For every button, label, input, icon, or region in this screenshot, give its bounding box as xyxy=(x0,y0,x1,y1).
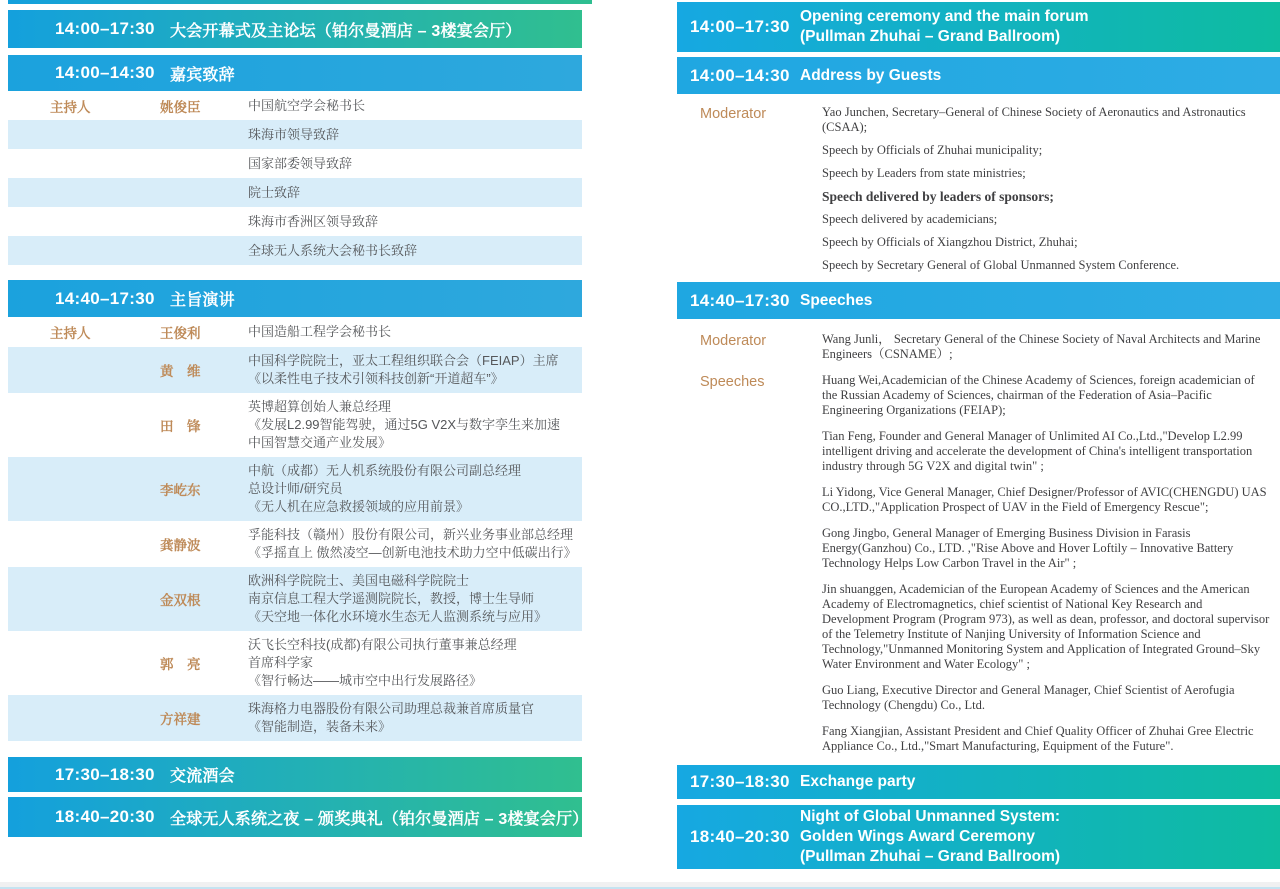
description-line: 《发展L2.99智能驾驶，通过5G V2X与数字孪生来加速 xyxy=(248,417,561,432)
description-cell xyxy=(248,572,582,626)
session-title-line: Opening ceremony and the main forum xyxy=(800,8,1089,25)
session-title: 大会开幕式及主论坛（铂尔曼酒店 – 3楼宴会厅） xyxy=(170,22,522,40)
subsession-time: 14:00–14:30 xyxy=(690,65,790,85)
session-bar-opening-cn xyxy=(8,10,582,48)
subsession-bar-speeches-cn xyxy=(8,280,582,317)
description-cell xyxy=(248,124,582,145)
session-bar-opening-en xyxy=(677,2,1280,52)
session-time: 14:00–17:30 xyxy=(55,19,155,38)
agenda-column-english xyxy=(677,0,1280,869)
session-title-line: Golden Wings Award Ceremony xyxy=(800,828,1035,845)
description-cell xyxy=(248,95,582,116)
session-title: 交流酒会 xyxy=(170,768,235,785)
speaker-name-cell: 黄 维 xyxy=(160,364,201,379)
subsession-bar-speeches-en xyxy=(677,282,1280,319)
description-line: 《智能制造，装备未来》 xyxy=(248,719,392,734)
agenda-paragraphs-speeches-en xyxy=(677,332,1280,754)
agenda-row xyxy=(8,631,582,695)
subsession-time: 14:40–17:30 xyxy=(690,290,790,310)
empty-label xyxy=(677,485,822,515)
agenda-row xyxy=(8,567,582,631)
description-cell xyxy=(248,636,582,690)
session-title-line: Night of Global Unmanned System: xyxy=(800,808,1061,825)
subsession-title: Address by Guests xyxy=(800,66,942,84)
agenda-paragraph-row xyxy=(677,485,1280,515)
agenda-paragraph-row xyxy=(677,526,1280,571)
agenda-paragraph-row xyxy=(677,212,1280,227)
description-line: 珠海市香洲区领导致辞 xyxy=(248,214,379,229)
agenda-row xyxy=(8,91,582,120)
description-line: 《智行畅达——城市空中出行发展路径》 xyxy=(248,673,483,688)
paragraph-text: Gong Jingbo, General Manager of Emerging Business Division in Farasis Energy(Ganzhou) Co., LTD. ,"Rise Above and Hover Loftily – Innovative Battery Technology Helps Low Carbon Travel in the Air" ; xyxy=(822,526,1234,570)
session-bar-award-night-cn xyxy=(8,797,589,837)
subsession-title: Speeches xyxy=(800,291,873,309)
description-line: 欧洲科学院院士、美国电磁科学院院士 xyxy=(248,573,470,588)
agenda-row xyxy=(8,120,582,149)
agenda-paragraph-row xyxy=(677,724,1280,754)
session-bar-exchange-party-en xyxy=(677,765,1280,799)
session-bar-exchange-party-cn xyxy=(8,757,582,792)
description-line: 中航（成都）无人机系统股份有限公司副总经理 xyxy=(248,463,522,478)
speaker-name-cell: 金双根 xyxy=(160,593,201,608)
agenda-paragraph-row xyxy=(677,235,1280,250)
agenda-row xyxy=(8,521,582,567)
paragraph-text: Jin shuanggen, Academician of the European Academy of Sciences and the American Academy of Electromagnetics, chief scientist of National Key Research and Development Program (Program 973), as well as dean, professor, and doctoral supervisor of the Telemetry Institute of Nanjing University of Information Science and Technology,"Unmanned Monitoring System and Application of Integrated Ground–Sky Water Environment and Water Ecology" ; xyxy=(822,582,1270,671)
subsession-time: 14:40–17:30 xyxy=(55,288,155,308)
subsession-title: 嘉宾致辞 xyxy=(170,66,235,84)
paragraph-text: Guo Liang, Executive Director and General Manager, Chief Scientist of Aerofugia Technology (Chengdu) Co., Ltd. xyxy=(822,683,1235,712)
session-time: 18:40–20:30 xyxy=(55,807,155,826)
session-title-line: (Pullman Zhuhai – Grand Ballroom) xyxy=(800,848,1061,865)
moderator-role-cell: 主持人 xyxy=(50,99,91,115)
moderator-label: Moderator xyxy=(700,333,767,349)
description-line: 《孚摇直上 傲然凌空—创新电池技术助力空中低碳出行》 xyxy=(248,545,577,560)
paragraph-text: Huang Wei,Academician of the Chinese Academy of Sciences, foreign academician of the Russian Academy of Sciences, chairman of the Federation of Asia–Pacific Engineering Organizations (FEIAP); xyxy=(822,373,1255,417)
paragraph-text: Tian Feng, Founder and General Manager of Unlimited AI Co.,Ltd.,"Develop L2.99 intelligent driving and accelerate the development of China's intelligent transportation industry through 5G V2X and digital twin" ; xyxy=(822,429,1253,473)
session-title-line: (Pullman Zhuhai – Grand Ballroom) xyxy=(800,28,1061,45)
agenda-paragraph-row xyxy=(677,258,1280,273)
speaker-name-cell: 王俊利 xyxy=(160,326,201,341)
description-cell xyxy=(248,153,582,174)
empty-label xyxy=(677,526,822,571)
empty-label xyxy=(677,258,822,273)
paragraph-text: Speech by Officials of Zhuhai municipality; xyxy=(822,143,1043,157)
description-line: 珠海市领导致辞 xyxy=(248,127,340,142)
description-line: 沃飞长空科技(成都)有限公司执行董事兼总经理 xyxy=(248,637,517,652)
description-cell xyxy=(248,526,582,562)
session-time: 14:00–17:30 xyxy=(690,17,790,36)
subsession-bar-guests-cn xyxy=(8,55,582,91)
description-line: 英博超算创始人兼总经理 xyxy=(248,399,392,414)
empty-label xyxy=(677,724,822,754)
description-line: 中国航空学会秘书长 xyxy=(248,98,366,113)
agenda-row xyxy=(8,178,582,207)
agenda-paragraph-row xyxy=(677,373,1280,418)
paragraph-text: Wang Junli， Secretary General of the Chinese Society of Naval Architects and Marine Engineers（CSNAME）; xyxy=(822,332,1261,361)
speaker-name-cell: 郭 亮 xyxy=(160,657,201,672)
agenda-paragraphs-guests-en xyxy=(677,105,1280,273)
paragraph-text: Speech by Secretary General of Global Unmanned System Conference. xyxy=(822,258,1180,272)
speeches-label: Speeches xyxy=(700,374,765,390)
subsession-title: 主旨演讲 xyxy=(170,292,235,309)
speaker-name-cell: 李屹东 xyxy=(160,483,201,498)
description-line: 《以柔性电子技术引领科技创新“开道超车”》 xyxy=(248,371,504,386)
empty-label xyxy=(677,166,822,181)
agenda-paragraph-row xyxy=(677,683,1280,713)
bottom-page-strip xyxy=(0,882,1280,889)
description-cell xyxy=(248,462,582,516)
paragraph-text: Speech delivered by academicians; xyxy=(822,212,998,226)
session-time: 17:30–18:30 xyxy=(690,772,790,791)
session-title xyxy=(800,807,1060,867)
empty-label xyxy=(677,235,822,250)
agenda-paragraph-row xyxy=(677,105,1280,135)
agenda-row xyxy=(8,317,582,347)
description-cell xyxy=(248,240,582,261)
description-line: 中国智慧交通产业发展》 xyxy=(248,435,392,450)
agenda-row xyxy=(8,695,582,741)
description-line: 中国科学院院士，亚太工程组织联合会（FEIAP）主席 xyxy=(248,353,559,368)
moderator-label: Moderator xyxy=(700,106,767,122)
description-line: 《天空地一体化水环境水生态无人监测系统与应用》 xyxy=(248,609,548,624)
description-line: 《无人机在应急救援领域的应用前景》 xyxy=(248,499,470,514)
paragraph-text: Speech by Officials of Xiangzhou District, Zhuhai; xyxy=(822,235,1078,249)
description-line: 南京信息工程大学遥测院院长，教授，博士生导师 xyxy=(248,591,535,606)
description-line: 院士致辞 xyxy=(248,185,301,200)
session-time: 17:30–18:30 xyxy=(55,764,155,784)
description-line: 首席科学家 xyxy=(248,655,314,670)
paragraph-text: Li Yidong, Vice General Manager, Chief Designer/Professor of AVIC(CHENGDU) UAS CO.,LTD.,"Application Prospect of UAV in the Field of Emergency Rescue"; xyxy=(822,485,1267,514)
description-line: 中国造船工程学会秘书长 xyxy=(248,324,392,339)
description-line: 总设计师/研究员 xyxy=(248,481,343,496)
paragraph-text: Speech delivered by leaders of sponsors; xyxy=(822,189,1054,204)
paragraph-text: Speech by Leaders from state ministries; xyxy=(822,166,1026,180)
description-line: 珠海格力电器股份有限公司助理总裁兼首席质量官 xyxy=(248,701,535,716)
empty-label xyxy=(677,429,822,474)
session-title: 全球无人系统之夜 – 颁奖典礼（铂尔曼酒店 – 3楼宴会厅） xyxy=(170,810,589,828)
empty-label xyxy=(677,582,822,672)
empty-label xyxy=(677,189,822,204)
speaker-name-cell: 方祥建 xyxy=(160,712,201,727)
agenda-row xyxy=(8,347,582,393)
subsession-bar-guests-en xyxy=(677,57,1280,94)
agenda-paragraph-row xyxy=(677,582,1280,672)
description-cell xyxy=(248,323,582,341)
empty-label xyxy=(677,143,822,158)
session-bar-award-night-en xyxy=(677,805,1280,869)
agenda-row xyxy=(8,207,582,236)
speaker-name-cell: 姚俊臣 xyxy=(160,99,201,115)
description-line: 孚能科技（赣州）股份有限公司，新兴业务事业部总经理 xyxy=(248,527,574,542)
speaker-name-cell: 龚静波 xyxy=(160,538,201,553)
agenda-row xyxy=(8,393,582,457)
paragraph-text: Fang Xiangjian, Assistant President and Chief Quality Officer of Zhuhai Gree Electric Appliance Co., Ltd.,"Smart Manufacturing, Equipment of the Future". xyxy=(822,724,1254,753)
session-title: Exchange party xyxy=(800,773,916,790)
description-line: 国家部委领导致辞 xyxy=(248,156,353,171)
speaker-name-cell: 田 锋 xyxy=(160,419,201,434)
agenda-table-guests-cn xyxy=(8,91,582,265)
empty-label xyxy=(677,212,822,227)
agenda-paragraph-row xyxy=(677,332,1280,362)
description-cell xyxy=(248,352,582,388)
agenda-row xyxy=(8,236,582,265)
agenda-paragraph-row xyxy=(677,429,1280,474)
moderator-role-cell: 主持人 xyxy=(50,326,91,341)
paragraph-text: Yao Junchen, Secretary–General of Chinese Society of Aeronautics and Astronautics (CSAA); xyxy=(822,105,1246,134)
description-line: 全球无人系统大会秘书长致辞 xyxy=(248,243,418,258)
agenda-paragraph-row xyxy=(677,189,1280,204)
description-cell xyxy=(248,398,582,452)
description-cell xyxy=(248,182,582,203)
description-cell xyxy=(248,700,582,736)
empty-label xyxy=(677,683,822,713)
agenda-row xyxy=(8,457,582,521)
agenda-row xyxy=(8,149,582,178)
agenda-paragraph-row xyxy=(677,166,1280,181)
subsession-time: 14:00–14:30 xyxy=(55,63,155,82)
description-cell xyxy=(248,211,582,232)
session-time: 18:40–20:30 xyxy=(690,827,790,846)
session-title xyxy=(800,7,1089,47)
agenda-column-chinese xyxy=(8,0,589,837)
agenda-paragraph-row xyxy=(677,143,1280,158)
agenda-table-speeches-cn xyxy=(8,317,582,741)
